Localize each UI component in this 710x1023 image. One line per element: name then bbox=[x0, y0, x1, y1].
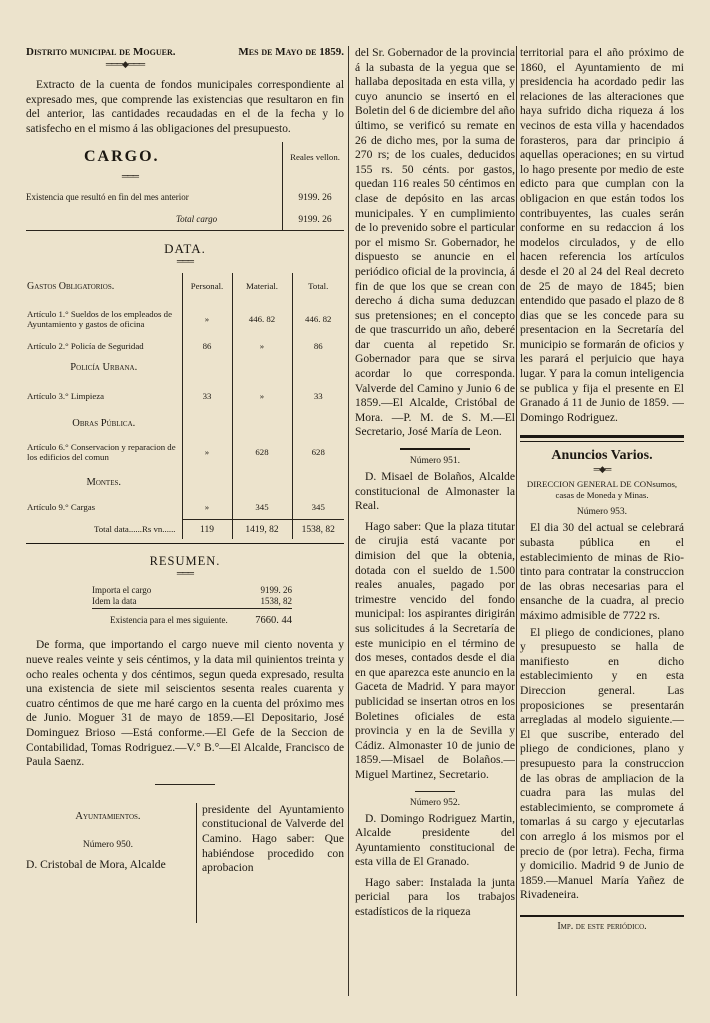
anuncios-title: Anuncios Varios. bbox=[551, 448, 653, 464]
closing-rule bbox=[155, 784, 215, 785]
art6-material: 628 bbox=[232, 435, 292, 469]
n950-start: D. Cristobal de Mora, Alcalde bbox=[26, 857, 166, 871]
granado-text: territorial para el año próximo de 1860, el Ayuntamiento de mi presidencia ha acordado pedir las relaciones de las alteraciones que haya sufrido dicha riqueza á los vecinos de esta villa y hacendados forasteros, para dar principio á aquellas operaciones; en su virtud lo hago presente por medio de este edicto para que cumplan con la obligacion en que están todos los contribuyentes, las cuales serán conforme en su redaccion á los modelos circulados, y de ello hacen referencia los artículos desde el 20 al 24 del Real decreto de 25 de mayo de 1845; bien entendido que pasado el plazo de 8 dias que se les concede para su presentacion en la Secretaría del municipio se formarán de oficios y les parará el perjuicio que haya lugar. Y para la comun inteligencia se publica y fija el presente en El Granado á 11 de Junio de 1859. —Domingo Rodriguez. bbox=[520, 46, 684, 424]
art9-total: 345 bbox=[292, 495, 344, 519]
header-ornament: ═══◆═══ bbox=[105, 59, 145, 69]
art9-personal: » bbox=[182, 495, 232, 519]
anuncios-ornament: ═◆═ bbox=[593, 464, 611, 475]
column-rule-1 bbox=[348, 46, 349, 996]
art6-personal: » bbox=[182, 435, 232, 469]
data-total-material: 1419, 82 bbox=[232, 519, 292, 539]
cargo-total-value: 9199. 26 bbox=[298, 215, 332, 226]
cargo-title: CARGO. bbox=[84, 148, 160, 166]
art6-total: 628 bbox=[292, 435, 344, 469]
n951-intro: D. Misael de Bolaños, Alcalde constitucional de Almonaster la Real. bbox=[355, 470, 515, 513]
resumen-title: RESUMEN. bbox=[149, 554, 221, 569]
column-rule-2 bbox=[516, 46, 517, 996]
cargo-total-label: Total cargo bbox=[176, 214, 218, 225]
imprenta-rule bbox=[520, 915, 684, 917]
art9-material: 345 bbox=[232, 495, 292, 519]
ayuntamientos-rule bbox=[196, 803, 197, 923]
month-title: Mes de Mayo de 1859. bbox=[238, 46, 344, 58]
art9-label: Artículo 9.° Cargas bbox=[27, 502, 96, 513]
data-ornament: ═══ bbox=[176, 256, 194, 267]
art1-personal: » bbox=[182, 299, 232, 339]
intro-paragraph: Extracto de la cuenta de fondos municipales correspondiente al expresado mes, que comprende las existencias que resultaron en fin del anterior, las cantidades recaudadas en el de la fecha y lo satisfecho en el mismo á las obligaciones del presupuesto. bbox=[26, 79, 344, 135]
montes-heading: Montes. bbox=[86, 476, 122, 488]
page-header bbox=[26, 46, 344, 58]
cargo-ornament: ═══ bbox=[121, 171, 139, 182]
numero-953: Número 953. bbox=[576, 507, 628, 518]
column-3 bbox=[520, 46, 684, 996]
art6-label: Artículo 6.° Conservacion y reparacion de los edificios del comun bbox=[27, 442, 176, 463]
existencia-label: Existencia para el mes siguiente. bbox=[110, 615, 228, 626]
anuncios-top-rule bbox=[520, 435, 684, 438]
ayuntamientos-block bbox=[26, 803, 344, 933]
total-header: Total. bbox=[292, 273, 344, 299]
idem-label: Idem la data bbox=[92, 596, 137, 607]
obras-heading: Obras Pública. bbox=[72, 417, 136, 429]
data-total-total: 1538, 82 bbox=[292, 519, 344, 539]
col2-rule-2 bbox=[415, 791, 455, 792]
personal-header: Personal. bbox=[182, 273, 232, 299]
importa-value: 9199. 26 bbox=[260, 585, 292, 596]
numero-952: Número 952. bbox=[409, 797, 461, 808]
resumen-ornament: ═══ bbox=[176, 568, 194, 579]
policia-heading: Policía Urbana. bbox=[70, 361, 138, 373]
art1-label: Artículo 1.° Sueldos de los empleados de Ayuntamiento y gastos de oficina bbox=[27, 309, 172, 330]
art2-material: » bbox=[232, 339, 292, 353]
data-total-personal: 119 bbox=[182, 519, 232, 539]
valverde-text: del Sr. Gobernador de la provincia á la subasta de la yegua que se hallaba depositada en esta villa, y cuyo anuncio se insertó en el Boletin del 6 de diciembre del año último, se verificó su remate en 26 de dicho mes, por la suma de 270 rs; de los cuales, deducidos 155 rs. 50 cénts. por gastos, quedan 116 reales 50 céntimos en clase de depósito en las arcas municipales. Y en cumplimiento de lo prevenido sobre el particular por el mismo Sr. Gobernador, he dispuesto se anuncie en el periódico oficial de la provincia, á fin de que los que se crean con derecho á dicha suma deduzcan sus pretensiones; en el concepto de que trascurrido un año, deberé dar cuenta al repetido Sr. Gobernador para que se sirva acordar lo que corresponda. Valverde del Camino y Junio 6 de 1859.—El Alcalde, Cristóbal de Mora. —P. M. de S. M.—El Secretario, José María de Leon. bbox=[355, 46, 515, 439]
data-total-label: Total data......Rs vn...... bbox=[94, 524, 176, 535]
numero-951: Número 951. bbox=[409, 456, 461, 467]
n951-body: Hago saber: Que la plaza titutar de cirujia está vacante por dimision del que la obtenia, dotada con el sueldo de 1.500 reales anuales, pagado por trimestre vencido del fondo municipal: los aspirantes dirigirán sus solicitudes á la Secretaría de este municipio en el término de dos meses, contados desde el dia en que aparezca este anuncio en la Gaceta de Madrid. Y para mayor publicidad se insertan otros en los Boletines oficiales de esta provincia y en la de Sevilla y Cádiz. Almonaster 10 de junio de 1859.—Misael de Bolaños.—Miguel Martinez, Secretario. bbox=[355, 519, 515, 781]
cargo-row-value: 9199. 26 bbox=[298, 193, 332, 204]
art2-personal: 86 bbox=[182, 339, 232, 353]
district-title: Distrito municipal de Moguer. bbox=[26, 46, 176, 58]
art3-total: 33 bbox=[292, 381, 344, 411]
n952-body: Hago saber: Instalada la junta pericial para los trabajos estadísticos de la riqueza bbox=[355, 875, 515, 919]
data-bottom-rule bbox=[26, 543, 344, 544]
anuncios-top-rule-2 bbox=[520, 441, 684, 442]
art1-material: 446. 82 bbox=[232, 299, 292, 339]
data-table bbox=[26, 273, 344, 539]
n950-continuation: presidente del Ayuntamiento constitucional de Valverde del Camino. Hago saber: Que habiéndose procedido con aprobacion bbox=[202, 802, 344, 875]
resumen-block bbox=[26, 585, 344, 626]
cargo-section bbox=[26, 142, 344, 231]
existencia-value: 7660. 44 bbox=[255, 615, 292, 627]
art3-personal: 33 bbox=[182, 381, 232, 411]
n952-intro: D. Domingo Rodriguez Martin, Alcalde presidente del Ayuntamiento constitucional de esta villa de El Granado. bbox=[355, 811, 515, 869]
column-1 bbox=[26, 46, 344, 996]
closing-paragraph: De forma, que importando el cargo nueve mil ciento noventa y nueve reales veinte y seis céntimos, y la data mil quinientos treinta y ocho reales ochenta y dos céntimos, segun queda expresado, resulta una existencia de siete mil seiscientos sesenta reales cuarenta y cuatro céntimos de que me haré cargo en la cuenta del próximo mes de Junio. Moguer 31 de mayo de 1859.—El Depositario, José Dominguez Brioso —Está conforme.—El Gefe de la Seccion de Contabilidad, Tomas Rodriguez.—V.° B.°—El Alcalde, Francisco de Paula Saenz. bbox=[26, 639, 344, 769]
cargo-rule bbox=[282, 142, 283, 230]
n953-paragraph-2: El pliego de condiciones, plano y presupuesto se halla de manifiesto en dicho establecimiento y en esta Direccion general. Las proposiciones se presentarán arregladas al modelo siguiente.—El que suscribe, enterado del pliego de condiciones, plano y presupuesto para la construccion de las obras de ampliacion de la cuadra para las mulas del establecimiento, se compromete á tomarlas á su cargo y ejecutarlas con arreglo á los mismos por el precio de (por letra). Fecha, firma y domicilio. Madrid 9 de Junio de 1859.—Manuel María Yañez de Rivadeneira. bbox=[520, 625, 684, 902]
art2-total: 86 bbox=[292, 339, 344, 353]
direccion-heading: DIRECCION GENERAL DE CONsumos, casas de Moneda y Minas. bbox=[526, 479, 678, 501]
art2-label: Artículo 2.° Policía de Seguridad bbox=[27, 341, 144, 352]
idem-value: 1538, 82 bbox=[260, 596, 292, 607]
imprenta-line: Imp. de este periódico. bbox=[557, 920, 647, 932]
n953-paragraph-1: El dia 30 del actual se celebrará subasta pública en el establecimiento de minas de Rio-tinto para contratar la construccion de las obras necesarias para el ensanche de la cuadra, al precio máximo admisible de 7722 rs. bbox=[520, 521, 684, 622]
art3-label: Artículo 3.° Limpieza bbox=[27, 391, 105, 402]
column-2 bbox=[355, 46, 515, 996]
art1-total: 446. 82 bbox=[292, 299, 344, 339]
importa-label: Importa el cargo bbox=[92, 585, 152, 596]
gastos-header: Gastos Obligatorios. bbox=[27, 280, 115, 292]
ayuntamientos-title: Ayuntamientos. bbox=[75, 810, 141, 822]
material-header: Material. bbox=[232, 273, 292, 299]
numero-950: Número 950. bbox=[82, 839, 134, 850]
art3-material: » bbox=[232, 381, 292, 411]
cargo-row-label: Existencia que resultó en fin del mes anterior bbox=[26, 192, 189, 203]
cargo-col-header: Reales vellon. bbox=[290, 151, 340, 162]
data-title: DATA. bbox=[164, 241, 206, 257]
col2-rule-1 bbox=[400, 448, 470, 450]
